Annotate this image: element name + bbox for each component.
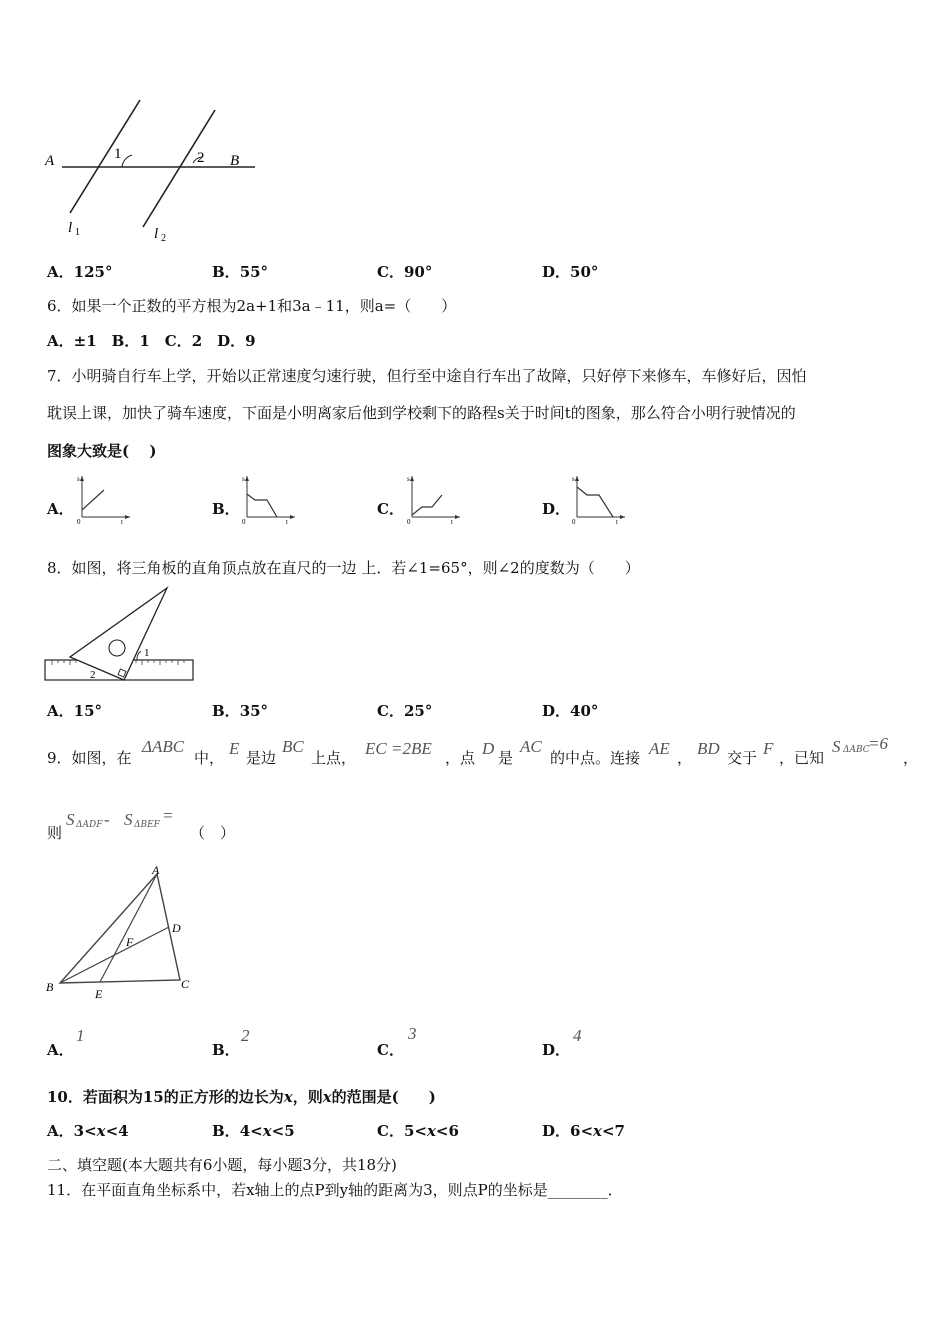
q7b-s: s (242, 475, 245, 483)
q9-text-zhongdian: 的中点。连接 (550, 749, 641, 767)
q5-label-l1: l (68, 220, 73, 236)
q5-label-2: 2 (197, 150, 205, 166)
q9-text-ze: 则 (47, 824, 63, 842)
q9-math-f: F (763, 739, 774, 758)
q7a-origin: 0 (77, 518, 81, 525)
q5-option-d: D．50° (542, 263, 599, 281)
q7c-t: t (451, 518, 453, 525)
q5-label-l2-sub: 2 (161, 233, 166, 244)
q9-figure (42, 860, 202, 1005)
q5-label-1: 1 (114, 146, 122, 162)
q9-text-paren: （ ） (190, 824, 236, 842)
q5-option-a: A．125° (47, 263, 113, 281)
q5-label-A: A (45, 153, 55, 169)
q9-math-bd: BD (697, 739, 720, 758)
q7a-t: t (121, 518, 123, 525)
q7-graph-a (72, 470, 134, 525)
q6-stem: 6．如果一个正数的平方根为2a+1和3a﹣11，则a=（ ） (47, 297, 457, 315)
q9-option-a-key: A． (47, 1041, 74, 1059)
q9-option-d-key: D． (542, 1041, 571, 1059)
q10-option-b: B．4<x<5 (212, 1122, 295, 1140)
q5-label-B: B (230, 153, 240, 169)
q7-graph-d (567, 470, 629, 525)
q5-figure (40, 95, 255, 245)
q7b-t: t (286, 518, 288, 525)
q9-math-s1-sub: ΔADF (76, 820, 103, 830)
q9-label-F: F (126, 935, 134, 949)
q9-text-zhong: 中， (194, 749, 225, 767)
q8-label-1: 1 (144, 647, 150, 659)
q9-math-s-sub: ΔABC (843, 745, 870, 755)
q9-math-ac: AC (520, 737, 542, 756)
q7-option-c: C． (377, 500, 404, 518)
q9-option-b-key: B． (212, 1041, 240, 1059)
q8-option-a: A．15° (47, 702, 103, 720)
q9-math-e: E (229, 739, 240, 758)
q10-stem: 10．若面积为15的正方形的边长为x，则x的范围是( ) (47, 1088, 436, 1106)
q7-graph-b (237, 470, 299, 525)
q7-graph-c (402, 470, 464, 525)
q7d-t: t (616, 518, 618, 525)
q9-text-shi: 是 (498, 749, 514, 767)
q9-label-A: A (152, 863, 160, 877)
q8-stem: 8．如图，将三角板的直角顶点放在直尺的一边 上．若∠1=65°，则∠2的度数为（ ） (47, 559, 640, 577)
q9-label-B: B (46, 980, 54, 994)
q7-option-b: B． (212, 500, 240, 518)
q9-option-b-val: 2 (241, 1026, 250, 1045)
q8-option-c: C．25° (377, 702, 433, 720)
q9-option-c-key: C． (377, 1041, 404, 1059)
q9-option-d-val: 4 (573, 1026, 582, 1045)
q7d-s: s (572, 475, 575, 483)
q9-label-C: C (181, 977, 190, 991)
q9-text-shibian: 是边 (246, 749, 277, 767)
q10-option-c: C．5<x<6 (377, 1122, 459, 1140)
q5-label-l1-sub: 1 (75, 227, 80, 238)
q9-math-abc: ΔABC (142, 737, 185, 756)
q7-stem-line-1: 7．小明骑自行车上学，开始以正常速度匀速行驶，但行至中途自行车出了故障，只好停下来修车，车修好后，因怕 (47, 367, 807, 385)
q9-text-end: ， (903, 749, 919, 767)
q9-text-shangdian: 上点， (311, 749, 357, 767)
q9-math-eq: = (162, 806, 174, 825)
q5-option-c: C．90° (377, 263, 433, 281)
q5-label-l2: l (154, 226, 159, 242)
q5-option-b: B．55° (212, 263, 269, 281)
q9-text-intro: 9．如图，在 (47, 749, 132, 767)
q8-option-d: D．40° (542, 702, 599, 720)
q6-options: A．±1 B．1 C．2 D．9 (47, 332, 256, 350)
section-2-title: 二、填空题(本大题共有6小题，每小题3分，共18分) (47, 1156, 397, 1174)
q9-math-s2-sub: ΔBEF (134, 820, 160, 830)
q9-math-s: S (832, 737, 841, 756)
q7d-origin: 0 (572, 518, 576, 525)
q9-text-jiaoyu: 交于 (727, 749, 758, 767)
q9-math-d: D (482, 739, 495, 758)
q9-option-c-val: 3 (408, 1024, 417, 1043)
q7-stem-line-2: 耽误上课，加快了骑车速度，下面是小明离家后他到学校剩下的路程s关于时间t的图象，那么符合小明行驶情况的 (47, 404, 796, 422)
q8-figure (44, 585, 196, 685)
q8-label-2: 2 (90, 669, 96, 681)
q9-math-s1: S (66, 810, 75, 829)
q9-math-ae: AE (649, 739, 670, 758)
q9-math-bc: BC (282, 737, 304, 756)
q7-option-d: D． (542, 500, 571, 518)
q9-math-s2: S (124, 810, 133, 829)
q7-stem-line-3: 图象大致是( ) (47, 442, 157, 460)
q9-math-ec: EC =2BE (365, 739, 432, 758)
q9-text-dian: ，点 (445, 749, 476, 767)
q9-label-E: E (95, 987, 103, 1001)
q11-stem: 11．在平面直角坐标系中，若x轴上的点P到y轴的距离为3，则点P的坐标是________． (47, 1181, 623, 1199)
q9-math-eq6: =6 (868, 734, 888, 753)
q9-option-a-val: 1 (76, 1026, 85, 1045)
q9-text-yizhi: ，已知 (779, 749, 825, 767)
q7c-s: s (407, 475, 410, 483)
q9-math-minus: - (104, 810, 110, 829)
q7c-origin: 0 (407, 518, 411, 525)
q8-option-b: B．35° (212, 702, 269, 720)
q7-option-a: A． (47, 500, 74, 518)
q10-option-d: D．6<x<7 (542, 1122, 625, 1140)
q7a-s: s (77, 475, 80, 483)
q9-text-comma: ， (677, 749, 693, 767)
q10-option-a: A．3<x<4 (47, 1122, 129, 1140)
q9-label-D: D (172, 921, 181, 935)
q7b-origin: 0 (242, 518, 246, 525)
